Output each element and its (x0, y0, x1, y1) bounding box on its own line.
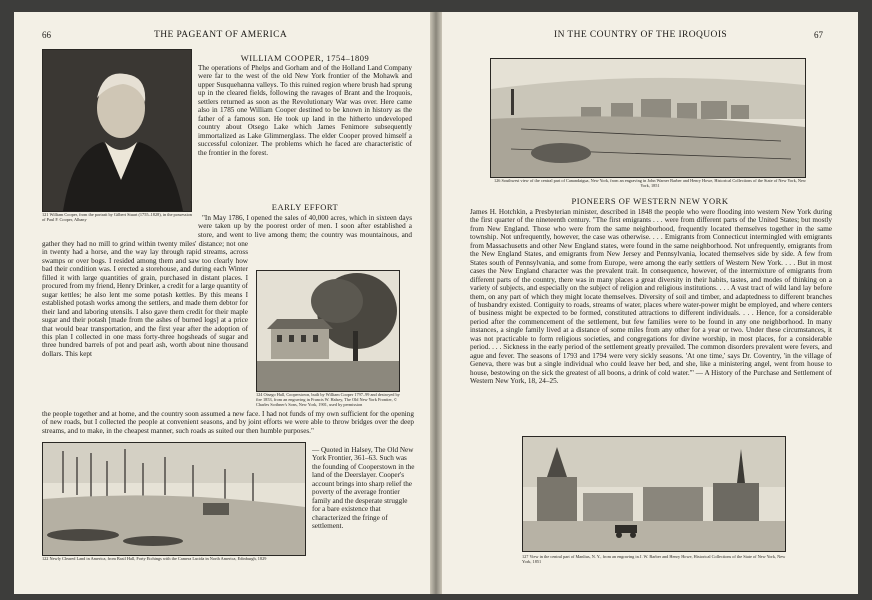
quote-source-text: — Quoted in Halsey, The Old New York Frontier, 361–63. Such was the founding of Cooperstown in the land of the Deerslayer. Cooper's account brings into sharp relief the poverty of the average frontier family and the desperate struggle for a bare existence that characterized the fringe of settlement. (312, 446, 415, 531)
engraving-canandaigua (490, 58, 806, 178)
engraving-otsego-hall (256, 270, 400, 392)
running-head: THE PAGEANT OF AMERICA (154, 30, 288, 40)
book-gutter (430, 12, 442, 594)
page-number: 66 (42, 30, 51, 40)
running-head: IN THE COUNTRY OF THE IROQUOIS (554, 30, 728, 40)
body-text-early-effort-top: "In May 1786, I opened the sales of 40,000 acres, which in sixteen days were taken up by the poorest order of men. I soon after established a store, and went to live among them; the country was mountainous, and (198, 214, 412, 239)
figure-caption-124: 124 Otsego Hall, Cooperstown, built by William Cooper 1797–99 and destroyed by fire 1853, from an engraving in Francis W. Halsey, The Old New York Frontier, © Charles Scribner's Sons, New York, 1901, used by permission (256, 392, 400, 407)
etching-newly-cleared-land (42, 442, 306, 556)
figure-caption-122: 122 Newly Cleared Land in America, from Basil Hall, Forty Etchings with the Camera Lucida in North America, Edinburgh, 1829 (42, 556, 267, 561)
page-number: 67 (814, 30, 823, 40)
section-title-pioneers: PIONEERS OF WESTERN NEW YORK (571, 196, 729, 206)
figure-caption-121: 121 William Cooper, from the portrait by Gilbert Stuart (1755–1828), in the possession of Paul F. Cooper, Albany (42, 212, 192, 222)
portrait-william-cooper (42, 49, 192, 212)
right-page (442, 12, 858, 594)
figure-caption-127: 127 View in the central part of Manlius, N. Y., from an engraving in J. W. Barber and Henry Howe, Historical Collections of the State of New York, New York, 1851 (522, 554, 786, 564)
body-text-william-cooper: The operations of Phelps and Gorham and of the Holland Land Company were far to the west of the old New York frontier of the Mohawk and upper Susquehanna valleys. To this ruined region where brush had sprung up in the cleared fields, following the ravages of Brant and the Iroquois, settlers returned as soon as the Revolutionary War was over. Here came also in 1785 one William Cooper destined to be known in history as the father of a famous son. He took up land in the hitherto undeveloped country about Otsego Lake which James Fenimore subsequently immortalized as Lake Glimmerglass. The elder Cooper proved himself a successful colonizer. The problems which he faced are characteristic of the frontier in the forest. (198, 64, 412, 157)
figure-caption-126: 126 Southwest view of the central part of Canandaigua, New York, from an engraving in John Warner Barber and Henry Howe, Historical Collections of the State of New York, New York, 1851 (493, 178, 807, 188)
left-page (14, 12, 430, 594)
section-title-early-effort: EARLY EFFORT (271, 202, 339, 212)
section-title-william-cooper: WILLIAM COOPER, 1754–1809 (240, 53, 370, 63)
engraving-manlius (522, 436, 786, 552)
body-text-pioneers: James H. Hotchkin, a Presbyterian minister, described in 1848 the people who were flooding into western New York during the first quarter of the nineteenth century. "The first emigrants . . . were from different parts of the United States; but mostly from New England. Those who were from the same neighborhood, frequently located themselves together in the same township. Not unfrequently, however, the case was otherwise. . . . Emigrants from Connecticut intermingled with emigrants from Massachusetts and other New England states, were found in the same neighborhood. Not unfrequently, emigrants from the New England States, and emigrants from New Jersey and Pennsylvania, located themselves side by side. A few from States south of Pennsylvania, and some from Europe, were among the early settlers of Western New York. . . . But in most cases the New England character was the prevalent trait. In consequence, however, of the intermixture of emigrants from different parts of the country, there was in many places a great diversity in their habits, tastes, and modes of thinking on a variety of subjects, and especially on the subject of religion and religious institutions. . . . A vast tract of wild land lay before them, on any part of which they might locate themselves. Diversity of soil and timber, and adaptedness to different branches of husbandry existed. Contiguity to roads, streams of water, places where water-power might be employed, and where centers of business might be expected to be formed, constituted attractions to different individuals. . . . Hence, for a considerable period after the commencement of the settlement, but few families were to be found in any one neighborhood. In many instances, a single family lived at a distance of some miles from any other for a year or two. Under these circumstances, it was not practicable to form religious societies, and congregations for divine worship, in most places, for a considerable period. . . . Sickness in the early period of the settlement greatly prevailed. The common disorders prevalent were fevers, and ague and fever. The seasons of 1793 and 1794 were very sickly seasons. 'At one time,' says Dr. Coventry, 'in the village of Geneva, there was but a single individual who could leave her bed, and she, like a ministering angel, went from house to house, bestowing on the sick the greatest of all boons, a drink of cold water.'" — A History of the Purchase and Settlement of Western New York, 18, 24–25. (470, 208, 832, 386)
body-text-early-effort-middle: gather they had no mill to grind within twenty miles' distance; not one in twenty had a horse, and the way lay through rapid streams, across swamps or over bogs. I resided among them and saw too clearly how bad their condition was. I erected a storehouse, and during each Winter filled it with large quantities of grain, purchased in distant places. I procured from my friend, Henry Drinker, a credit for a large quantity of sugar kettles; he also lent me some potash kettles. By this means I established potash works among the settlers, and made them debtor for their land and laboring utensils. I also gave them credit for their maple sugar and their potash [made from the ashes of burned logs] at a price that would bear transportation, and the first year after the adoption of this plan I collected in one mass forty-three hogsheads of sugar and three hundred barrels of pot and pearl ash, worth about nine thousand dollars. This kept (42, 240, 248, 358)
body-text-early-effort-bottom: the people together and at home, and the country soon assumed a new face. I had not funds of my own sufficient for the opening of new roads, but I collected the people at convenient seasons, and by joint efforts we were able to throw bridges over the deep streams, and to make, in the cheapest manner, such roads as suited our then humble purposes." (42, 410, 414, 435)
